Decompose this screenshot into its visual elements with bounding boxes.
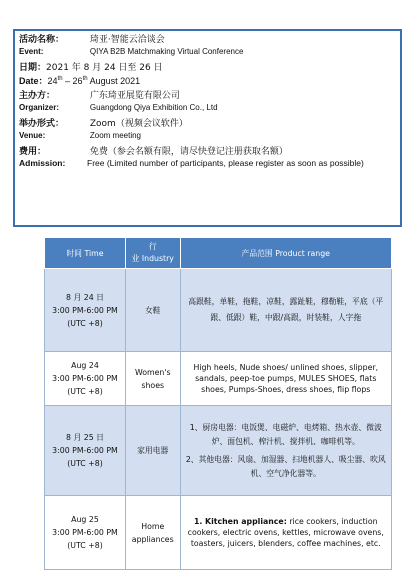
date-label: Date： bbox=[19, 76, 48, 86]
product-other: 2、其他电器：风扇、加湿器、扫地机器人、吸尘器、吹风机、空气净化器等。 bbox=[185, 454, 386, 478]
time-text: 3:00 PM-6:00 PM bbox=[52, 305, 118, 315]
header-industry bbox=[125, 238, 180, 269]
product-cell bbox=[180, 496, 391, 570]
product-cell bbox=[180, 406, 391, 496]
time-cell bbox=[45, 406, 126, 496]
header-industry-line1: 行 bbox=[148, 242, 157, 251]
industry-cell: Home appliances bbox=[125, 496, 180, 570]
date-text: Aug 24 bbox=[71, 361, 99, 370]
schedule-header-row bbox=[45, 238, 392, 269]
date-text: 8 月 24 日 bbox=[66, 292, 104, 302]
time-text: 3:00 PM-6:00 PM bbox=[52, 374, 118, 383]
time-text: 3:00 PM-6:00 PM bbox=[52, 528, 118, 537]
product-cell: High heels, Nude shoes/ unlined shoes, slipper, sandals, peep-toe pumps, MULES SHOES, flats shoes, Pumps-Shoes, dress shoes, flip flops bbox=[180, 352, 391, 406]
date-cn-label: 日期： bbox=[19, 63, 47, 73]
organizer-value: Guangdong Qiya Exhibition Co., Ltd bbox=[89, 103, 218, 112]
date-start: 24 bbox=[47, 76, 58, 86]
event-value: QIYA B2B Matchmaking Virtual Conference bbox=[89, 47, 244, 56]
organizer-row bbox=[19, 102, 396, 113]
date-mid: – 26 bbox=[62, 76, 83, 86]
timezone-text: (UTC +8) bbox=[67, 459, 103, 468]
time-text: 3:00 PM-6:00 PM bbox=[52, 446, 118, 455]
event-label: Event: bbox=[19, 47, 44, 56]
timezone-text: (UTC +8) bbox=[67, 318, 103, 328]
event-info-box bbox=[13, 29, 402, 227]
table-row bbox=[45, 496, 392, 570]
date-value bbox=[48, 76, 141, 86]
event-row bbox=[19, 46, 396, 57]
industry-cell: 家用电器 bbox=[125, 406, 180, 496]
schedule-table bbox=[44, 237, 392, 570]
product-kitchen-list: rice cookers, induction cookers, electric ovens, kettles, microwave ovens, toasters, juicers, blenders, coffee machines, etc. bbox=[187, 517, 384, 548]
product-kitchen-label: 1. Kitchen appliance: bbox=[193, 517, 287, 526]
admission-value: Free (Limited number of participants, please register as soon as possible) bbox=[87, 158, 364, 168]
venue-cn-value: Zoom（视频会议软件） bbox=[89, 119, 188, 129]
time-cell bbox=[45, 496, 126, 570]
date-cn-value: 2021 年 8 月 24 日至 26 日 bbox=[46, 63, 163, 73]
organizer-label: Organizer: bbox=[19, 103, 60, 112]
product-kitchen: 1、厨房电器：电饭煲、电磁炉、电烤箱、热水壶、微波炉、面包机、榨汁机、搅拌机、咖啡机等。 bbox=[189, 422, 382, 446]
date-cn-row bbox=[19, 63, 396, 74]
timezone-text: (UTC +8) bbox=[67, 387, 103, 396]
date-sup-end: th bbox=[82, 76, 88, 82]
table-row bbox=[45, 352, 392, 406]
activity-cn-label: 活动名称： bbox=[19, 35, 65, 45]
date-text: Aug 25 bbox=[71, 515, 99, 524]
venue-label: Venue: bbox=[19, 131, 46, 140]
admission-label: Admission: bbox=[19, 158, 66, 168]
fee-cn-row bbox=[19, 147, 396, 158]
organizer-cn-row bbox=[19, 91, 396, 102]
product-cell: 高跟鞋，单鞋，拖鞋，凉鞋，露趾鞋，穆勒鞋，平底（平跟、低跟）鞋，中跟/高跟，时装鞋，人字拖 bbox=[180, 269, 391, 352]
table-row bbox=[45, 269, 392, 352]
timezone-text: (UTC +8) bbox=[67, 541, 103, 550]
header-time: 时间 Time bbox=[45, 238, 126, 269]
date-text: 8 月 25 日 bbox=[66, 433, 104, 442]
venue-cn-label: 举办形式： bbox=[19, 119, 65, 129]
activity-cn-row bbox=[19, 35, 396, 46]
venue-row bbox=[19, 130, 396, 141]
header-industry-line2: 业 Industry bbox=[131, 254, 174, 263]
industry-cell: Women's shoes bbox=[125, 352, 180, 406]
table-row bbox=[45, 406, 392, 496]
date-row bbox=[19, 74, 396, 85]
date-end: August 2021 bbox=[87, 76, 141, 86]
activity-cn-value: 琦亚·智能云洽谈会 bbox=[89, 35, 165, 45]
header-product-range: 产品范围 Product range bbox=[180, 238, 391, 269]
organizer-cn-value: 广东琦亚展览有限公司 bbox=[89, 91, 180, 101]
admission-row bbox=[19, 158, 396, 169]
date-sup-start: th bbox=[57, 76, 63, 82]
organizer-cn-label: 主办方： bbox=[19, 91, 56, 101]
venue-cn-row bbox=[19, 119, 396, 130]
venue-value: Zoom meeting bbox=[89, 131, 142, 140]
time-cell bbox=[45, 269, 126, 352]
time-cell bbox=[45, 352, 126, 406]
fee-cn-value: 免费（参会名额有限，请尽快登记注册获取名额） bbox=[89, 147, 288, 157]
industry-cell: 女鞋 bbox=[125, 269, 180, 352]
fee-cn-label: 费用： bbox=[19, 147, 47, 157]
